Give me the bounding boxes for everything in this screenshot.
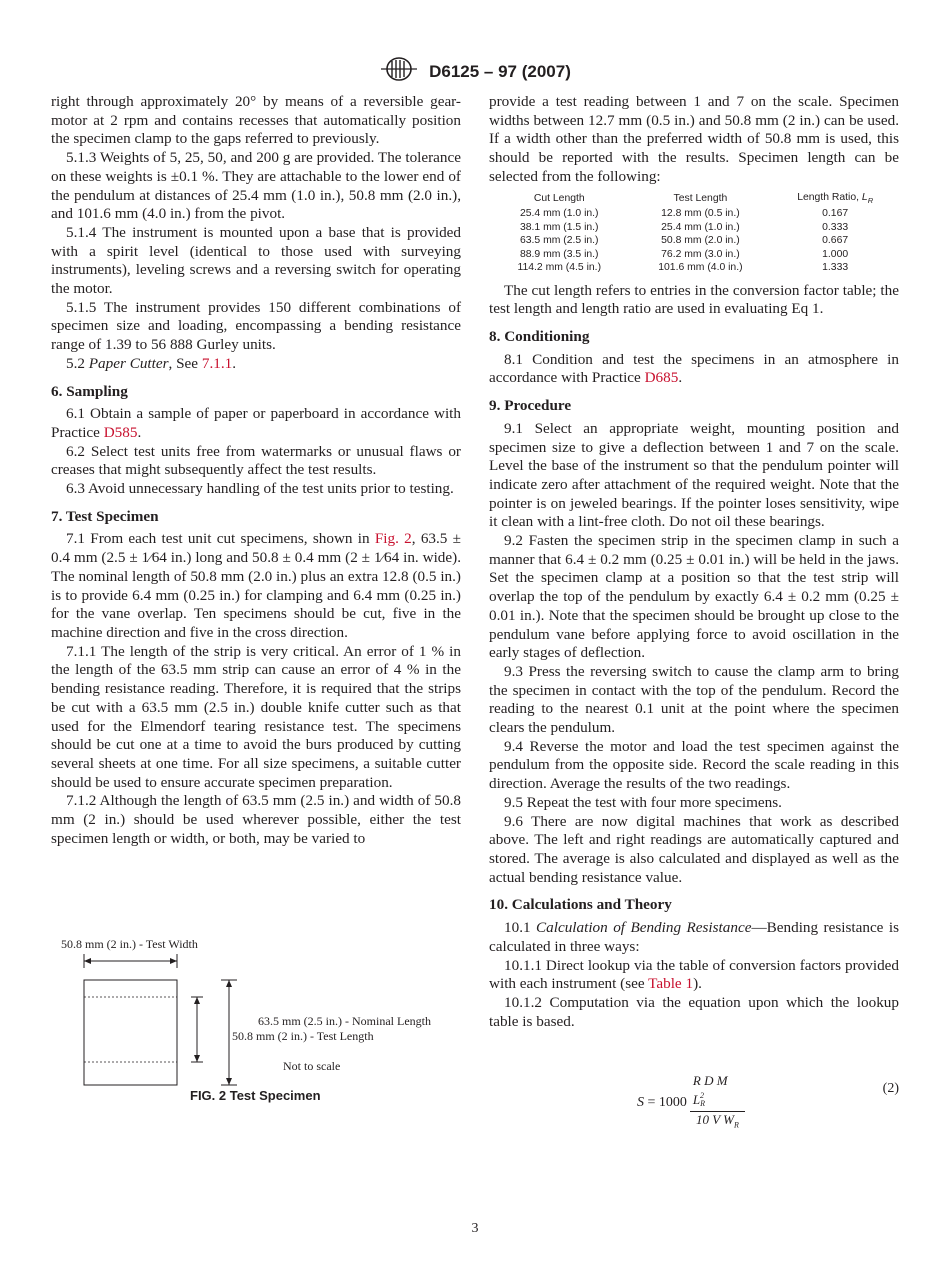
fig-test-length-label: 50.8 mm (2 in.) - Test Length xyxy=(232,1029,374,1043)
paragraph-9-1: 9.1 Select an appropriate weight, mounting position and specimen size to give a deflection between 1 and 7 on the scale. Level the base of the instrument so that the pendulum pointer will indicate zero after attachment of the required weight. Note that the pointer is on jeweled bearings. If the pointer loses sensitivity, wipe it clean with a lint-free cloth. Do not oil these bearings. xyxy=(489,419,899,531)
document-id: D6125 – 97 (2007) xyxy=(429,61,571,81)
table-cell: 114.2 mm (4.5 in.) xyxy=(517,262,602,274)
page-header xyxy=(0,56,950,87)
paragraph-7-1-1: 7.1.1 The length of the strip is very critical. An error of 1 % in the length of the 63.5 mm strip can cause an error of 4 % in the bending resistance reading. Therefore, it is required that the strips be cut with a 63.5 mm (2.5 in.) double knife cutter such as that used for the Elmendorf tearing resistance test. The specimens should be cut one at a time to avoid the burs produced by cutting several sheets at one time. For all size specimens, a suitable cutter should be used to ensure accurate specimen preparation. xyxy=(51,642,461,791)
table-cell: 63.5 mm (2.5 in.) xyxy=(519,235,599,247)
table-row xyxy=(489,221,899,235)
section-heading-conditioning: 8. Conditioning xyxy=(489,328,590,345)
table-cell: 88.9 mm (3.5 in.) xyxy=(519,248,599,260)
paragraph-5-2: 5.2 Paper Cutter, See 7.1.1. xyxy=(66,354,237,372)
paragraph-10-1: 10.1 Calculation of Bending Resistance—Bending resistance is calculated in three ways: xyxy=(489,919,899,955)
section-heading-procedure: 9. Procedure xyxy=(489,397,572,415)
table-cell: 76.2 mm (3.0 in.) xyxy=(661,248,740,260)
paragraph-9-3: 9.3 Press the reversing switch to cause the clamp arm to bring the specimen in contact with the top of the pendulum. Record the reading to the nearest 0.1 unit at the point where the specimen clears the pendulum. xyxy=(489,662,899,737)
link-d585[interactable]: D585 xyxy=(103,423,138,441)
right-column xyxy=(489,93,899,1031)
figure-test-specimen xyxy=(51,935,461,1110)
table-cell: 1.333 xyxy=(822,262,849,274)
equation-lhs: S xyxy=(637,1094,644,1110)
page-number: 3 xyxy=(471,1221,479,1236)
table-cell: 38.1 mm (1.5 in.) xyxy=(519,221,599,233)
paragraph-9-5: 9.5 Repeat the test with four more specimens. xyxy=(504,793,782,811)
table-header-length-ratio: Length Ratio, $L_R$ xyxy=(797,191,874,205)
paragraph-8-1: 8.1 Condition and test the specimens in an atmosphere in accordance with Practice D685. xyxy=(489,350,899,387)
paragraph-7-1-2: 7.1.2 Although the length of 63.5 mm (2.5 in.) and width of 50.8 mm (2 in.) should be used wherever possible, either the test specimen length or width, or both, may be varied to xyxy=(51,792,461,847)
paragraph-6-2: 6.2 Select test units free from watermarks or unusual flaws or creases that might subsequently affect the test results. xyxy=(51,442,461,479)
specimen-outline xyxy=(84,980,177,1085)
table-cell: 12.8 mm (0.5 in.) xyxy=(661,208,740,220)
equation-fraction xyxy=(690,1073,745,1133)
equation-2 xyxy=(489,1068,899,1130)
table-header-cut-length: Cut Length xyxy=(533,193,585,205)
table-header-test-length: Test Length xyxy=(673,193,728,205)
table-cell: 25.4 mm (1.0 in.) xyxy=(519,208,599,220)
left-column xyxy=(51,93,461,848)
paragraph-5-1-5: 5.1.5 The instrument provides 150 different combinations of specimen size and loading, encompassing a bending resistance range of 1.39 to 56 888 Gurley units. xyxy=(51,298,461,354)
paragraph-5-1-4: 5.1.4 The instrument is mounted upon a base that is provided with a spirit level (identical to those used with surveying instruments), leveling screws and a reversing switch for operating the motor. xyxy=(51,223,461,298)
table-cell: 0.333 xyxy=(822,221,849,233)
table-row xyxy=(489,207,899,221)
paragraph-continued: right through approximately 20° by means of a reversible gear-motor at 2 rpm and contains recesses that automatically position the specimen clamp to the gaps referred to previously. xyxy=(51,93,461,148)
paragraph-6-1: 6.1 Obtain a sample of paper or paperboard in accordance with Practice D585. xyxy=(51,405,461,441)
table-cell: 0.667 xyxy=(822,235,849,247)
astm-logo-icon xyxy=(379,56,419,87)
table-cell: 1.000 xyxy=(822,248,849,260)
table-row xyxy=(489,248,899,262)
fig-width-label: 50.8 mm (2 in.) - Test Width xyxy=(61,937,198,951)
table-cell: 25.4 mm (1.0 in.) xyxy=(661,221,740,233)
table-header-row xyxy=(489,191,899,208)
equation-numerator: R D M $L_R^2$ xyxy=(692,1073,728,1108)
paragraph-10-1-2: 10.1.2 Computation via the equation upon which the lookup table is based. xyxy=(489,993,899,1030)
paragraph-7-1: 7.1 From each test unit cut specimens, shown in Fig. 2, 63.5 ± 0.4 mm (2.5 ± 1⁄64 in.) long and 50.8 ± 0.4 mm (2 ± 1⁄64 in. wide). The nominal length of 50.8 mm (2.0 in.) plus an extra 12.8 (0.5 in.) is to provide 6.4 mm (0.25 in.) for clamping and 6.4 mm (0.25 in.) for the vane overlap. Ten specimens should be cut, five in the machine direction and five in the cross direction. xyxy=(51,530,461,641)
table-cell: 0.167 xyxy=(822,208,849,220)
section-heading-calculations: 10. Calculations and Theory xyxy=(489,896,672,914)
paragraph-table-note: The cut length refers to entries in the conversion factor table; the test length and length ratio are used in evaluating Eq 1. xyxy=(489,281,899,318)
equation-coefficient: = 1000 xyxy=(644,1094,687,1110)
figure-caption: FIG. 2 Test Specimen xyxy=(190,1088,321,1103)
link-d685[interactable]: D685 xyxy=(644,369,679,387)
paragraph-continued-right: provide a test reading between 1 and 7 on the scale. Specimen widths between 12.7 mm (0.5 in.) and 50.8 mm (2 in.) can be used. If a width other than the preferred width of 50.8 mm is used, this should be reported with the results. Specimen length can be selected from the following: xyxy=(489,93,899,185)
section-heading-sampling: 6. Sampling xyxy=(51,382,128,400)
table-cell: 101.6 mm (4.0 in.) xyxy=(658,262,743,274)
length-table xyxy=(489,191,899,275)
paragraph-10-1-1: 10.1.1 Direct lookup via the table of conversion factors provided with each instrument (see Table 1). xyxy=(489,956,899,993)
paragraph-6-3: 6.3 Avoid unnecessary handling of the test units prior to testing. xyxy=(66,480,454,498)
paragraph-5-1-3: 5.1.3 Weights of 5, 25, 50, and 200 g are provided. The tolerance on these weights is ±0.1 %. They are attachable to the lower end of the pendulum at distances of 25.4 mm (1.0 in.), 50.8 mm (2.0 in.), and 101.6 mm (4.0 in.) from the pivot. xyxy=(51,149,461,223)
table-row xyxy=(489,234,899,248)
paragraph-9-2: 9.2 Fasten the specimen strip in the specimen clamp in such a manner that 6.4 ± 0.2 mm (0.25 ± 0.01 in.) will be held in the jaws. Set the specimen clamp at a position so that the test strip will overlap the top of the pendulum by exactly 6.4 ± 0.2 mm (0.25 ± 0.01 in.). Note that the specimen should be brought up close to the pendulum vane before applying force to avoid oscillation in the early stages of deflection. xyxy=(489,532,899,662)
link-7-1-1[interactable]: 7.1.1 xyxy=(201,354,233,372)
table-row xyxy=(489,261,899,275)
fig-nominal-length-label: 63.5 mm (2.5 in.) - Nominal Length xyxy=(258,1014,431,1028)
equation-body xyxy=(637,1073,745,1133)
table-cell: 50.8 mm (2.0 in.) xyxy=(661,235,740,247)
paper-cutter-term: Paper Cutter xyxy=(88,354,169,372)
equation-number: (2) xyxy=(882,1081,899,1096)
link-table-1[interactable]: Table 1 xyxy=(648,975,694,993)
section-heading-test-specimen: 7. Test Specimen xyxy=(51,507,159,525)
equation-denominator: 10 V $W_R$ xyxy=(695,1112,739,1130)
link-fig-2[interactable]: Fig. 2 xyxy=(374,530,412,548)
fig-scale-note: Not to scale xyxy=(283,1059,341,1073)
paragraph-9-4: 9.4 Reverse the motor and load the test specimen against the pendulum from the opposite side. Record the scale reading in this direction. Average the results of the two readings. xyxy=(489,737,899,793)
paragraph-9-6: 9.6 There are now digital machines that work as described above. The left and right readings are automatically captured and stored. The average is also calculated and displayed as well as the actual bending resistance value. xyxy=(489,812,899,886)
